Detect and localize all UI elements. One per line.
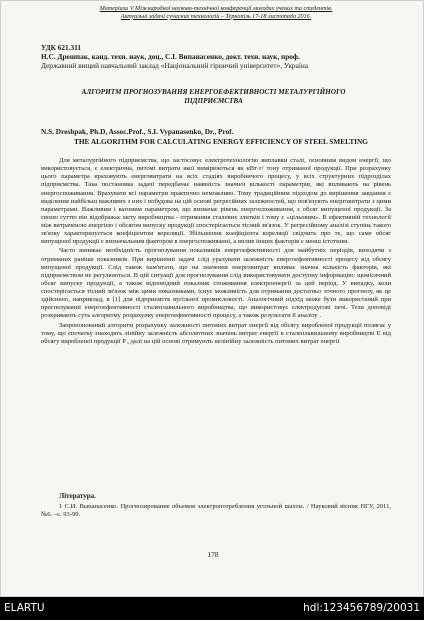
paragraph: Часто виникає необхідність прогнозування показників енергоефективності для майбутніх періодів, виходячи з отриманих раніше показників. При вирішенні задачі слід урахувати залежність енергоефективності процесу від обсягу випущеної продукції. Слід також пам'ятати, що на значення енерговитрат впливає значна кількість факторів, які підприємством не регулюються. В цій ситуації для прогнозування слід використовувати доступну інформацію: щомісячний обсяг випуску продукції, а також відповідний показник споживання електроенергії за цей період. У випадку, коли спостерігається тісний зв'язок між цими показниками, існує можливість для отримання достатньо точного прогнозу, як це здійснено, наприклад, в [1] для підприємств вугільної промисловості. Аналогічний підхід може бути використаний при прогнозуванні енергоефективності сталеплавильного виробництва, що використовує електродугові печі. Тези доповіді розкривають суть алгоритму розрахунку енергоефективності процесу, а також результати її аналізу . xyxy=(41,247,391,320)
udk-code: УДК 621.311 xyxy=(41,43,82,52)
repository-name: ELARTU xyxy=(4,602,45,614)
title-ua: АЛГОРИТМ ПРОГНОЗУВАННЯ ЕНЕРГОЕФЕКТИВНОСТІ МЕТАЛУРГІЙНОГО ПІДПРИЄМСТВА xyxy=(81,88,346,105)
references-list xyxy=(41,503,391,519)
authors-ua: Н.С. Дрешпак, канд. техн. наук, доц., С.І. Випанасенко, докт. техн. наук, проф. xyxy=(41,52,300,62)
article-meta xyxy=(41,43,391,71)
header-line-1: Матеріали V Міжнародної науково-технічної конференції молодих учених та студентів. xyxy=(99,6,333,12)
authors-en: N.S. Dreshpak, Ph.D, Assoc.Prof., S.I. Vypanasenko, Dr., Prof. xyxy=(41,127,234,136)
article-body xyxy=(41,157,391,347)
header-line-2: Актуальні задачі сучасних технологій – Тернопіль 17-18 листопада 2016. xyxy=(120,13,312,20)
references-heading: Література. xyxy=(59,492,96,500)
reference-item: 1 С.И. Выпанасенко. Прогнозирование объемов электропотребления угольной шахты. / Науковий вісник НГУ, 2011, №6. –с. 93-99. xyxy=(41,503,391,519)
handle-link[interactable]: hdl:123456789/20031 xyxy=(303,602,420,614)
paragraph: Запропонований алгоритм розрахунку залежності питомих витрат енергії від обсягу виробленої продукції полягає у тому, що спочатку знаходять лінійну залежність абсолютних значень витрат енергії в сталеплавильному виробництві E від обсягу виробленої продукції P , далі на цій основі отримують нелінійну залежність питомих витрат енергії xyxy=(41,321,391,345)
page-number: 178 xyxy=(207,550,219,559)
title-en: THE ALGORITHM FOR CALCULATING ENERGY EFFICIENCY OF STEEL SMELTING xyxy=(74,137,368,146)
repository-footer xyxy=(0,597,424,620)
affiliation: Державний вищий навчальний заклад «Національний гірничий університет», Україна xyxy=(41,61,308,71)
running-header xyxy=(41,6,391,21)
paragraph: Для металургійного підприємства, що застосовує електротехнологію виплавки сталі, основним видом енергії, що використовується, є електрична, питомі витрати якої вимірюються як кВт·г/ тону отриманої продукції. При розрахунку цього параметра враховують енерговитрати на всіх стадіях виробничого процесу, у всіх структурних підрозділах підприємства. Така постановка задачі передбачає наявність значної кількості параметрів, які впливають на рівень енергоспоживання. Врахувати всі параметри практично неможливо. Тому традиційним підходом до вирішення завдання є виділення найбільш важливих з них і побудова на цій основі регресійних залежностей, що пов'язують енерговитрати з цими параметрами. Важливим і вагомим параметром, що визначає рівень енергоспоживання, є обсяг випущеної продукції. За своєю суттю він відображає мету виробництва - отримання сталевих злитків і тому є «цільовим». В ефективній технології між витраченою енергією і обсягом випуску продукції спостерігається тісний зв'язок. У регресійному аналізі ступінь такого зв'язку характеризується коефіцієнтом кореляції. Збільшення коефіцієнта кореляції свідчить про те, що саме обсяг випущеної продукції є визначальним фактором в енергоспоживанні, а вплив інших факторів є менш істотним. xyxy=(41,157,391,246)
